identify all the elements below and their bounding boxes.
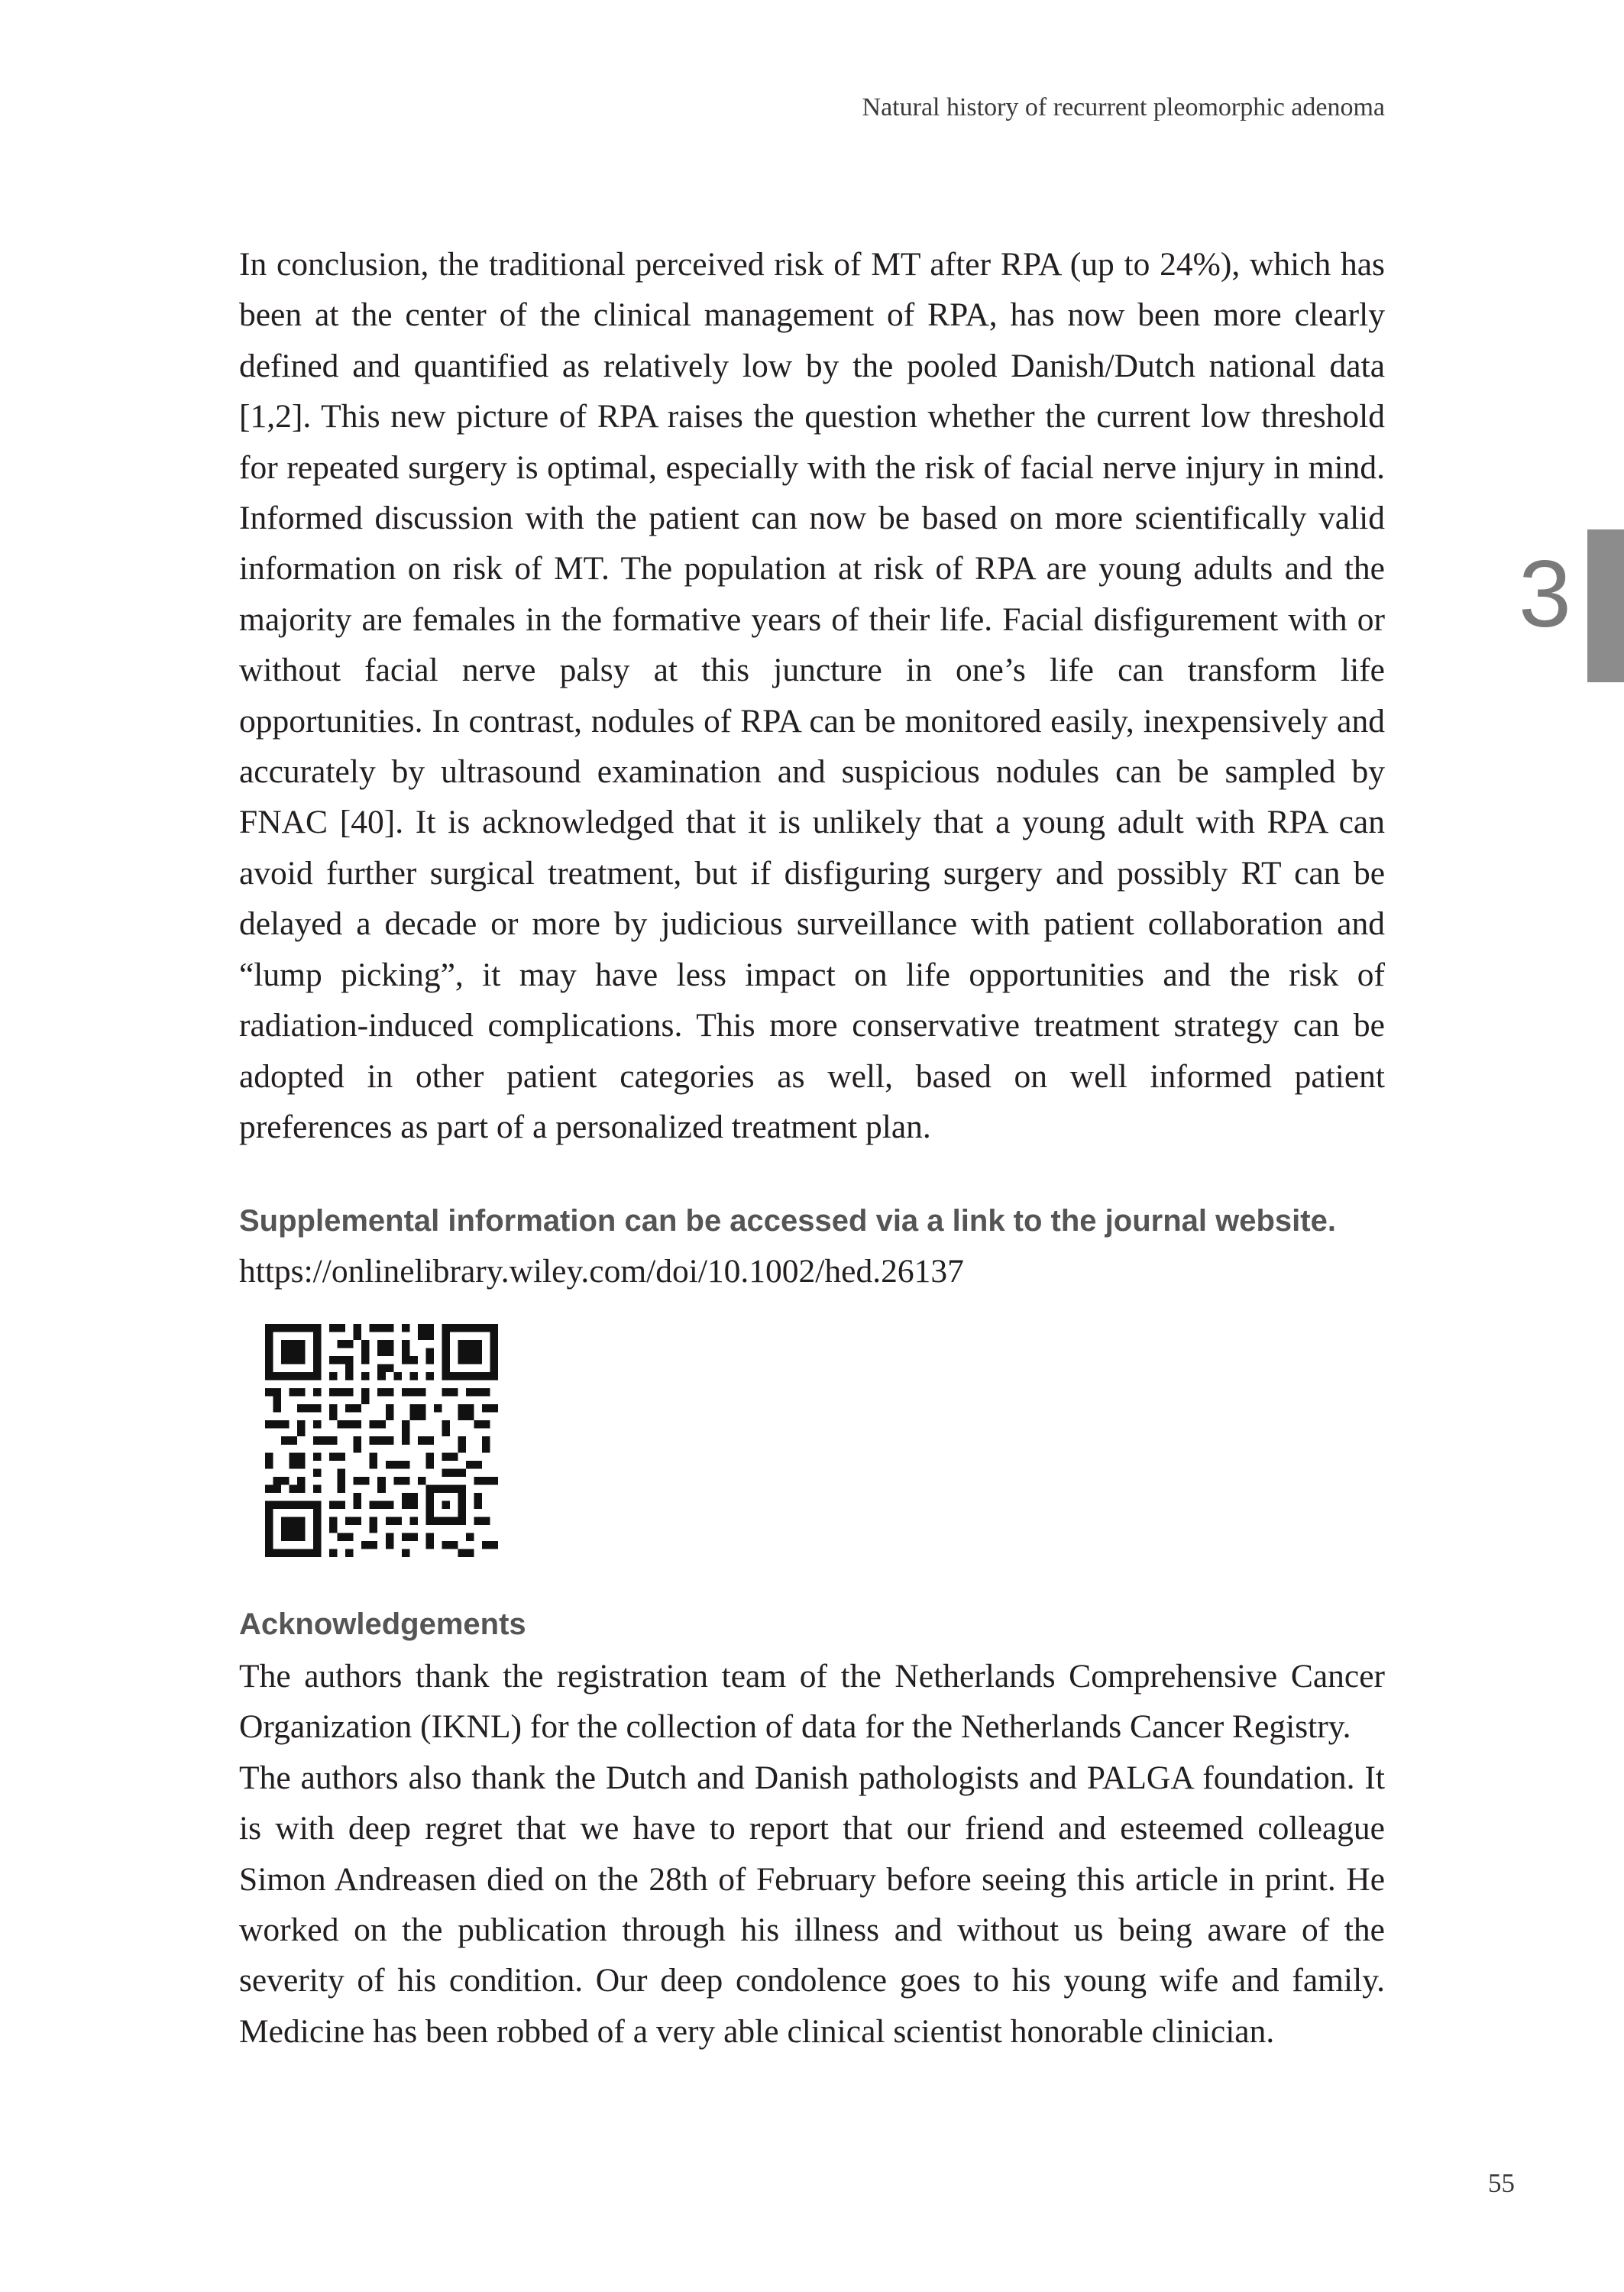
acknowledgements-body: [239, 1651, 1385, 2057]
supplemental-heading: Supplemental information can be accessed via a link to the journal website.: [239, 1204, 1336, 1238]
running-header: Natural history of recurrent pleomorphic adenoma: [862, 93, 1385, 121]
chapter-tab: [1587, 529, 1624, 682]
conclusion-paragraph: In conclusion, the traditional perceived risk of MT after RPA (up to 24%), which has been at the center of the clinical management of RPA, has now been more clearly defined and quantified as relatively low by the pooled Danish/Dutch national data [1,2]. This new picture of RPA raises the question whether the current low threshold for repeated surgery is optimal, especially with the risk of facial nerve injury in mind. Informed discussion with the patient can now be based on more scientifically valid information on risk of MT. The population at risk of RPA are young adults and the majority are females in the formative years of their life. Facial disfigurement with or without facial nerve palsy at this juncture in one’s life can transform life opportunities. In contrast, nodules of RPA can be monitored easily, inexpensively and accurately by ultrasound examination and suspicious nodules can be sampled by FNAC [40]. It is acknowledged that it is unlikely that a young adult with RPA can avoid further surgical treatment, but if disfiguring surgery and possibly RT can be delayed a decade or more by judicious surveillance with patient collaboration and “lump picking”, it may have less impact on life opportunities and the risk of radiation-induced complications. This more conservative treatment strategy can be adopted in other patient categories as well, based on well informed patient preferences as part of a personalized treatment plan.: [239, 246, 1385, 1145]
chapter-number: 3: [1519, 542, 1571, 647]
supplemental-link[interactable]: https://onlinelibrary.wiley.com/doi/10.1002/hed.26137: [239, 1253, 964, 1290]
acknowledgements-paragraph-1: The authors thank the registration team of the Netherlands Comprehensive Cancer Organization (IKNL) for the collection of data for the Netherlands Cancer Registry.: [239, 1658, 1385, 1746]
acknowledgements-heading: Acknowledgements: [239, 1607, 526, 1641]
acknowledgements-paragraph-2: The authors also thank the Dutch and Danish pathologists and PALGA foundation. It is with deep regret that we have to report that our friend and esteemed colleague Simon Andreasen died on the 28th of February before seeing this article in print. He worked on the publication through his illness and without us being aware of the severity of his condition. Our deep condolence goes to his young wife and family. Medicine has been robbed of a very able clinical scientist honorable clinician.: [239, 1759, 1385, 2050]
qr-code-icon: [265, 1324, 498, 1557]
page-number: 55: [1488, 2168, 1515, 2198]
